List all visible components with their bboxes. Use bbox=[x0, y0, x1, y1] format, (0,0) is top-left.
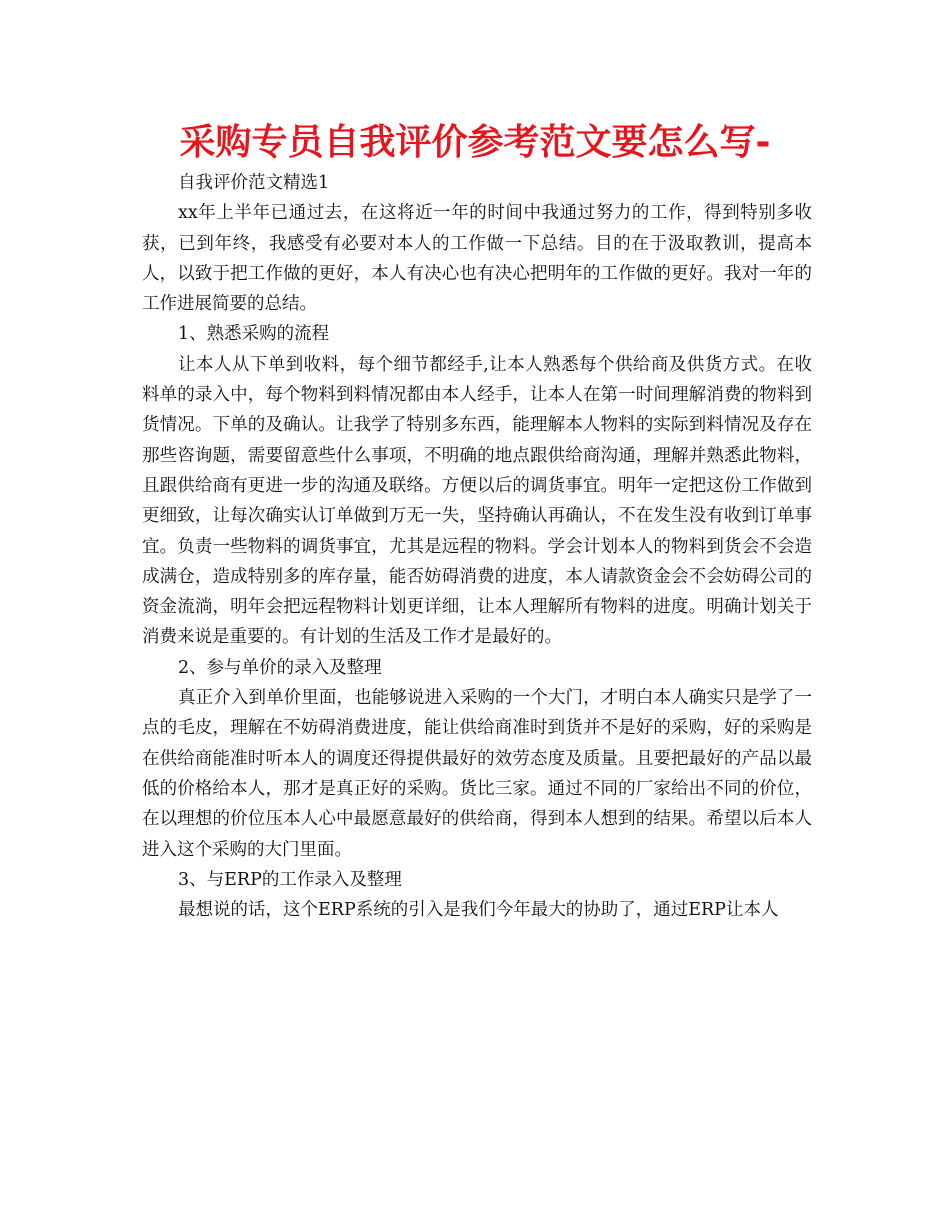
section-heading: 1、熟悉采购的流程 bbox=[178, 324, 330, 345]
section-heading: 3、与ERP的工作录入及整理 bbox=[178, 869, 402, 890]
paragraph: 真正介入到单价里面，也能够说进入采购的一个大门，才明白本人确实只是学了一点的毛皮，理解在不妨碍消费进度，能让供给商准时到货并不是好的采购，好的采购是在供给商能准时听本人的调度还得提供最好的效劳态度及质量。且要把最好的产品以最低的价格给本人，那才是真正好的采购。货比三家。通过不同的厂家给出不同的价位，在以理想的价位压本人心中最愿意最好的供给商，得到本人想到的结果。希望以后本人进入这个采购的大门里面。 bbox=[142, 688, 812, 860]
document-body bbox=[142, 168, 812, 925]
section-heading: 2、参与单价的录入及整理 bbox=[178, 657, 382, 678]
paragraph: xx年上半年已通过去，在这将近一年的时间中我通过努力的工作，得到特别多收获，已到年终，我感受有必要对本人的工作做一下总结。目的在于汲取教训，提高本人，以致于把工作做的更好，本人有决心也有决心把明年的工作做的更好。我对一年的工作进展简要的总结。 bbox=[142, 203, 812, 315]
paragraph: 最想说的话，这个ERP系统的引入是我们今年最大的协助了，通过ERP让本人 bbox=[178, 900, 779, 921]
document-subtitle: 自我评价范文精选1 bbox=[178, 173, 330, 193]
paragraph: 让本人从下单到收料，每个细节都经手,让本人熟悉每个供给商及供货方式。在收料单的录入中，每个物料到料情况都由本人经手，让本人在第一时间理解消费的物料到货情况。下单的及确认。让我学了特别多东西，能理解本人物料的实际到料情况及存在那些咨询题，需要留意些什么事项，不明确的地点跟供给商沟通，理解并熟悉此物料，且跟供给商有更进一步的沟通及联络。方便以后的调货事宜。明年一定把这份工作做到更细致，让每次确实认订单做到万无一失，坚持确认再确认，不在发生没有收到订单事宜。负责一些物料的调货事宜，尤其是远程的物料。学会计划本人的物料到货会不会造成满仓，造成特别多的库存量，能否妨碍消费的进度，本人请款资金会不会妨碍公司的资金流淌，明年会把远程物料计划更详细，让本人理解所有物料的进度。明确计划关于消费来说是重要的。有计划的生活及工作才是最好的。 bbox=[142, 354, 812, 648]
document-title: 采购专员自我评价参考范文要怎么写- bbox=[179, 122, 771, 163]
